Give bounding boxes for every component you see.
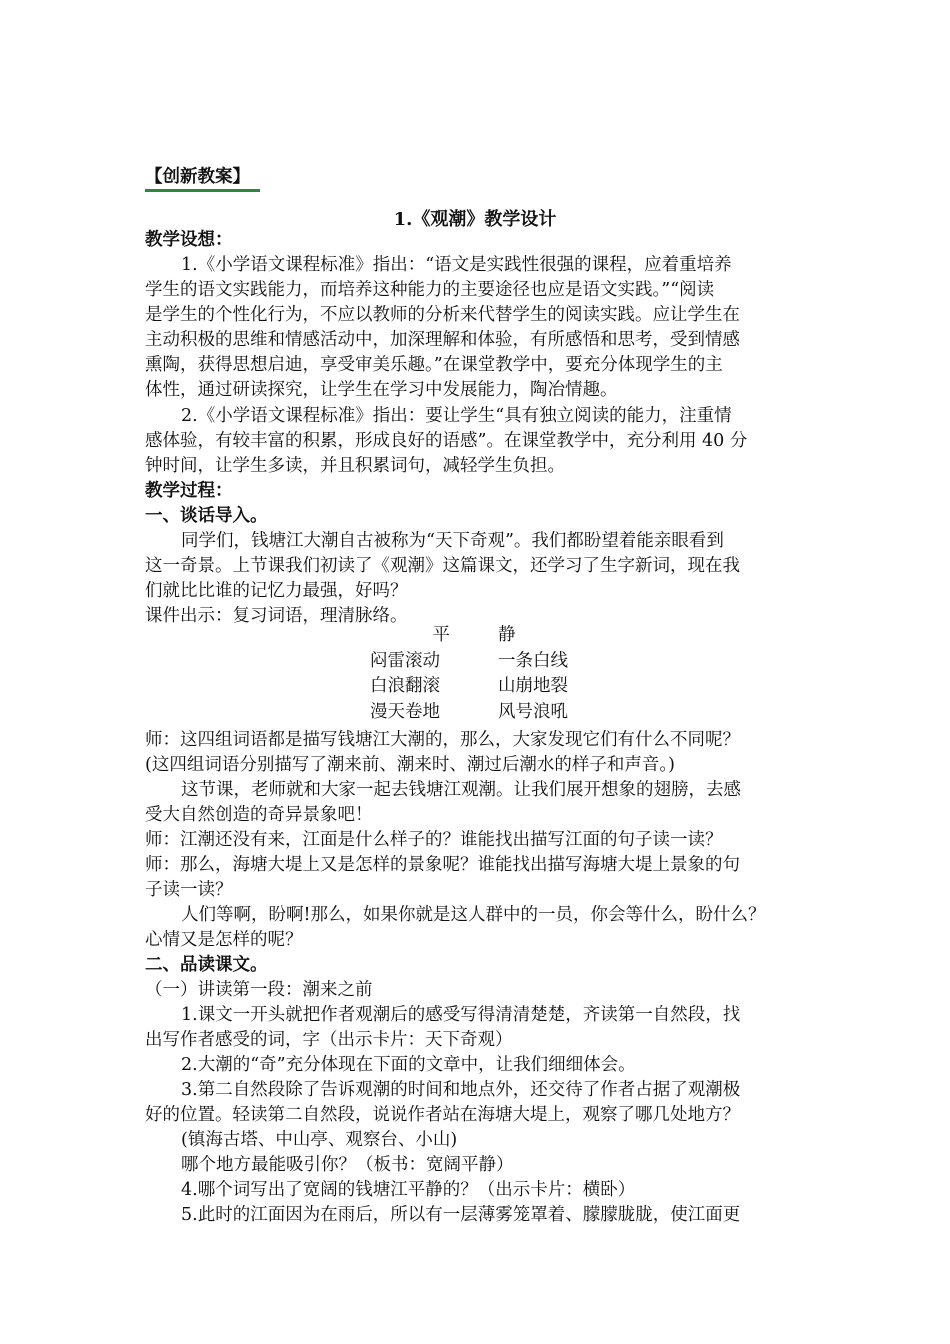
text-line: (镇海古塔、中山亭、观察台、小山) (181, 1130, 458, 1150)
text-line: 师：那么，海塘大堤上又是怎样的景象呢？谁能找出描写海塘大堤上景象的句 (145, 855, 740, 875)
text-line: 钟时间，让学生多读，并且积累词句，减轻学生负担。 (145, 456, 565, 476)
text-line: 师：江潮还没有来，江面是什么样子的？谁能找出描写江面的句子读一读？ (145, 830, 723, 850)
section-heading: 教学过程： (145, 481, 233, 501)
text-line: 这节课，老师就和大家一起去钱塘江观潮。让我们展开想象的翅膀，去感 (181, 780, 741, 800)
section-heading: 教学设想： (145, 230, 233, 250)
text-line: 心情又是怎样的呢？ (145, 930, 303, 950)
text-line: 体性，通过研读探究，让学生在学习中发展能力，陶冶情趣。 (145, 380, 618, 400)
text-line: 人们等啊，盼啊!那么，如果你就是这人群中的一员，你会等什么，盼什么？ (181, 905, 766, 925)
text-line: 子读一读？ (145, 880, 233, 900)
text-line: 是学生的个性化行为，不应以教师的分析来代替学生的阅读实践。应让学生在 (145, 305, 740, 325)
vocabulary-table (370, 623, 598, 725)
text-line: 课件出示：复习词语，理清脉络。 (145, 606, 408, 626)
text-line: 1.课文一开头就把作者观潮后的感受写得清清楚楚，齐读第一自然段，找 (181, 1005, 741, 1025)
text-line: 3.第二自然段除了告诉观潮的时间和地点外，还交待了作者占据了观潮极 (181, 1080, 741, 1100)
vocabulary-left: 漫天卷地 (370, 701, 440, 722)
section-heading: 一、谈话导入。 (145, 506, 268, 526)
text-line: 2.《小学语文课程标准》指出：要让学生“具有独立阅读的能力，注重情 (181, 406, 732, 426)
text-line: (这四组词语分别描写了潮来前、潮来时、潮过后潮水的样子和声音。) (145, 755, 675, 775)
vocabulary-right: 静 (498, 625, 516, 645)
vocabulary-right: 风号浪吼 (498, 701, 568, 722)
document-title: 1.《观潮》教学设计 (393, 209, 557, 230)
text-line: 师：这四组词语都是描写钱塘江大潮的，那么，大家发现它们有什么不同呢？ (145, 730, 740, 750)
vocabulary-row (370, 623, 598, 649)
text-line: 主动积极的思维和情感活动中，加深理解和体验，有所感悟和思考，受到情感 (145, 330, 740, 350)
text-line: 们就比比谁的记忆力最强，好吗？ (145, 581, 408, 601)
text-line: 5.此时的江面因为在雨后，所以有一层薄雾笼罩着、朦朦胧胧，使江面更 (181, 1205, 741, 1225)
vocabulary-right: 一条白线 (498, 650, 568, 671)
vocabulary-right: 山崩地裂 (498, 676, 568, 696)
text-line: 出写作者感受的词，字（出示卡片：天下奇观） (145, 1030, 513, 1050)
text-line: 2.大潮的“奇”充分体现在下面的文章中，让我们细细体会。 (181, 1055, 636, 1075)
vocabulary-left: 白浪翻滚 (370, 676, 440, 696)
text-line: 感体验，有较丰富的积累，形成良好的语感”。在课堂教学中，充分利用 40 分 (145, 431, 748, 451)
vocabulary-row (370, 700, 598, 726)
vocabulary-left: 闷雷滚动 (370, 650, 440, 671)
text-line: 好的位置。轻读第二自然段，说说作者站在海塘大堤上，观察了哪几处地方？ (145, 1105, 740, 1125)
section-heading: 二、品读课文。 (145, 955, 268, 975)
text-line: 1.《小学语文课程标准》指出：“语文是实践性很强的课程，应着重培养 (181, 255, 732, 275)
text-line: （一）讲读第一段：潮来之前 (145, 980, 373, 1000)
vocabulary-row (370, 674, 598, 700)
text-line: 4.哪个词写出了宽阔的钱塘江平静的？（出示卡片：横卧） (181, 1180, 636, 1200)
vocabulary-left: 平 (432, 625, 450, 645)
text-line: 学生的语文实践能力，而培养这种能力的主要途径也应是语文实践。”“阅读 (145, 280, 715, 300)
text-line: 这一奇景。上节课我们初读了《观潮》这篇课文，还学习了生字新词，现在我 (145, 556, 740, 576)
text-line: 熏陶，获得思想启迪，享受审美乐趣。”在课堂教学中，要充分体现学生的主 (145, 355, 723, 375)
section-tag: 【创新教案】 (145, 165, 260, 192)
text-line: 受大自然创造的奇异景象吧！ (145, 805, 373, 825)
text-line: 同学们，钱塘江大潮自古被称为“天下奇观”。我们都盼望着能亲眼看到 (181, 531, 724, 551)
vocabulary-row (370, 649, 598, 675)
text-line: 哪个地方最能吸引你？（板书：宽阔平静） (181, 1155, 514, 1175)
